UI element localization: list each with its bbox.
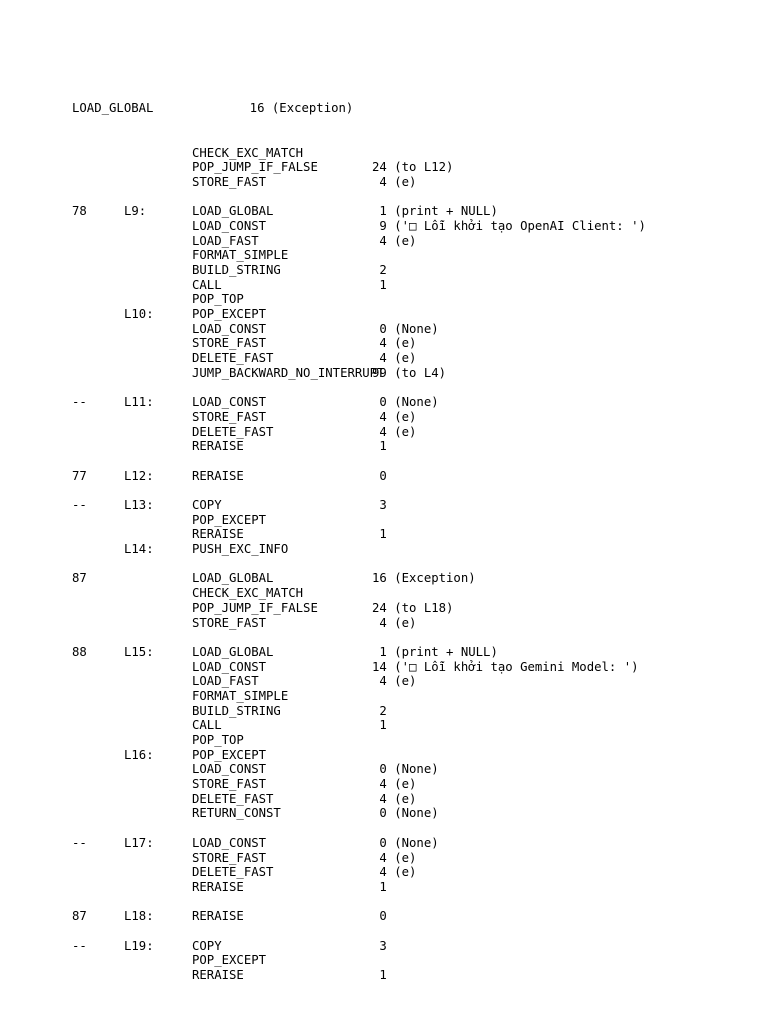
instruction-row bbox=[72, 660, 646, 675]
instruction-row bbox=[72, 469, 646, 484]
opcode: RERAISE bbox=[192, 468, 244, 483]
jump-label: L15: bbox=[124, 644, 154, 659]
instruction-row bbox=[72, 733, 646, 748]
instruction-row bbox=[72, 234, 646, 249]
opcode: FORMAT_SIMPLE bbox=[192, 688, 289, 703]
bytecode-listing bbox=[72, 72, 646, 997]
source-line-number: 87 bbox=[72, 909, 87, 924]
argument: 4 (e) bbox=[372, 777, 417, 792]
argument: 0 (None) bbox=[372, 395, 439, 410]
blank-line bbox=[72, 190, 646, 205]
instruction-row bbox=[72, 542, 646, 557]
opcode: CHECK_EXC_MATCH bbox=[192, 145, 304, 160]
opcode: DELETE_FAST bbox=[192, 791, 274, 806]
source-line-number: -- bbox=[72, 395, 87, 410]
argument: 4 (e) bbox=[372, 351, 417, 366]
source-line-number: 87 bbox=[72, 571, 87, 586]
argument: 4 (e) bbox=[372, 336, 417, 351]
opcode: LOAD_FAST bbox=[192, 674, 259, 689]
instruction-row bbox=[72, 586, 646, 601]
instruction-row bbox=[72, 953, 646, 968]
instruction-row bbox=[72, 292, 646, 307]
instruction-row bbox=[72, 498, 646, 513]
argument: 24 (to L18) bbox=[372, 600, 454, 615]
argument: 0 (None) bbox=[372, 762, 439, 777]
opcode: STORE_FAST bbox=[192, 174, 267, 189]
instruction-row bbox=[72, 263, 646, 278]
argument: 9 ('□ Lỗi khởi tạo OpenAI Client: ') bbox=[372, 218, 646, 233]
instruction-row bbox=[72, 204, 646, 219]
opcode: LOAD_CONST bbox=[192, 762, 267, 777]
instruction-row bbox=[72, 748, 646, 763]
opcode: LOAD_CONST bbox=[192, 835, 267, 850]
argument: 0 (None) bbox=[372, 806, 439, 821]
opcode: FORMAT_SIMPLE bbox=[192, 248, 289, 263]
argument: 16 (Exception) bbox=[372, 571, 476, 586]
opcode: LOAD_CONST bbox=[192, 395, 267, 410]
instruction-row bbox=[72, 968, 646, 983]
argument: 0 (None) bbox=[372, 321, 439, 336]
jump-label: L17: bbox=[124, 835, 154, 850]
opcode: LOAD_GLOBAL bbox=[192, 644, 274, 659]
jump-label: L14: bbox=[124, 542, 154, 557]
argument: 4 (e) bbox=[372, 674, 417, 689]
argument: 4 (e) bbox=[372, 615, 417, 630]
source-line-number: 77 bbox=[72, 468, 87, 483]
argument: 4 (e) bbox=[372, 850, 417, 865]
opcode: RERAISE bbox=[192, 909, 244, 924]
instruction-row bbox=[72, 880, 646, 895]
argument: 4 (e) bbox=[372, 174, 417, 189]
instruction-row bbox=[72, 278, 646, 293]
opcode: LOAD_FAST bbox=[192, 233, 259, 248]
opcode: STORE_FAST bbox=[192, 615, 267, 630]
opcode: JUMP_BACKWARD_NO_INTERRUPT bbox=[192, 365, 385, 380]
opcode: POP_TOP bbox=[192, 292, 244, 307]
instruction-row bbox=[72, 322, 646, 337]
instruction-row bbox=[72, 571, 646, 586]
argument: 4 (e) bbox=[372, 791, 417, 806]
opcode: DELETE_FAST bbox=[192, 865, 274, 880]
opcode: POP_EXCEPT bbox=[192, 747, 267, 762]
argument: 4 (e) bbox=[372, 409, 417, 424]
argument: 2 bbox=[372, 703, 387, 718]
instruction-row bbox=[72, 865, 646, 880]
opcode: DELETE_FAST bbox=[192, 351, 274, 366]
opcode: LOAD_GLOBAL bbox=[192, 204, 274, 219]
argument: 24 (to L12) bbox=[372, 160, 454, 175]
opcode: COPY bbox=[192, 938, 222, 953]
jump-label: L12: bbox=[124, 468, 154, 483]
opcode: STORE_FAST bbox=[192, 777, 267, 792]
opcode: POP_EXCEPT bbox=[192, 953, 267, 968]
instruction-row bbox=[72, 806, 646, 821]
argument: 3 bbox=[372, 938, 387, 953]
instruction-row bbox=[72, 836, 646, 851]
opcode: POP_JUMP_IF_FALSE bbox=[192, 160, 318, 175]
opcode: BUILD_STRING bbox=[192, 703, 281, 718]
opcode: DELETE_FAST bbox=[192, 424, 274, 439]
instruction-rows bbox=[72, 146, 646, 983]
source-line-number: -- bbox=[72, 835, 87, 850]
opcode: POP_EXCEPT bbox=[192, 307, 267, 322]
instruction-row bbox=[72, 160, 646, 175]
jump-label: L10: bbox=[124, 307, 154, 322]
opcode: RERAISE bbox=[192, 968, 244, 982]
argument: 1 (print + NULL) bbox=[372, 644, 498, 659]
argument: 1 bbox=[372, 968, 387, 982]
instruction-row bbox=[72, 645, 646, 660]
source-line-number: 78 bbox=[72, 204, 87, 219]
argument: 4 (e) bbox=[372, 865, 417, 880]
opcode: PUSH_EXC_INFO bbox=[192, 542, 289, 557]
instruction-row bbox=[72, 762, 646, 777]
blank-line bbox=[72, 381, 646, 396]
blank-line bbox=[72, 924, 646, 939]
instruction-row bbox=[72, 513, 646, 528]
jump-label: L13: bbox=[124, 498, 154, 512]
argument: 0 bbox=[372, 909, 387, 924]
instruction-row bbox=[72, 248, 646, 263]
instruction-row bbox=[72, 527, 646, 542]
instruction-row bbox=[72, 616, 646, 631]
blank-line bbox=[72, 630, 646, 645]
blank-line bbox=[72, 483, 646, 498]
instruction-row bbox=[72, 336, 646, 351]
opcode: POP_TOP bbox=[192, 733, 244, 747]
argument: 3 bbox=[372, 498, 387, 512]
blank-line bbox=[72, 557, 646, 572]
opcode: LOAD_GLOBAL bbox=[192, 571, 274, 586]
instruction-row bbox=[72, 146, 646, 161]
instruction-row bbox=[72, 718, 646, 733]
instruction-row bbox=[72, 425, 646, 440]
opcode: STORE_FAST bbox=[192, 336, 267, 351]
argument: 1 bbox=[372, 527, 387, 542]
instruction-row bbox=[72, 777, 646, 792]
instruction-row bbox=[72, 395, 646, 410]
argument: 1 bbox=[372, 439, 387, 454]
source-line-number: -- bbox=[72, 498, 87, 512]
opcode: RETURN_CONST bbox=[192, 806, 281, 821]
jump-label: L9: bbox=[124, 204, 147, 219]
argument: 4 (e) bbox=[372, 233, 417, 248]
instruction-row bbox=[72, 704, 646, 719]
instruction-row bbox=[72, 601, 646, 616]
jump-label: L16: bbox=[124, 747, 154, 762]
instruction-row bbox=[72, 851, 646, 866]
opcode: STORE_FAST bbox=[192, 850, 267, 865]
instruction-row bbox=[72, 939, 646, 954]
jump-label: L11: bbox=[124, 395, 154, 410]
opcode: LOAD_CONST bbox=[192, 659, 267, 674]
instruction-row bbox=[72, 439, 646, 454]
jump-label: L18: bbox=[124, 909, 154, 924]
blank-line bbox=[72, 895, 646, 910]
jump-label: L19: bbox=[124, 938, 154, 953]
opcode: BUILD_STRING bbox=[192, 263, 281, 277]
instruction-row bbox=[72, 410, 646, 425]
argument: 1 bbox=[372, 277, 387, 292]
instruction-row bbox=[72, 219, 646, 234]
opcode: LOAD_CONST bbox=[192, 218, 267, 233]
opcode: POP_JUMP_IF_FALSE bbox=[192, 600, 318, 615]
blank-line bbox=[72, 454, 646, 469]
argument: 1 (print + NULL) bbox=[372, 204, 498, 219]
header-line: LOAD_GLOBAL 16 (Exception) bbox=[72, 101, 354, 116]
opcode: POP_EXCEPT bbox=[192, 512, 267, 527]
argument: 0 bbox=[372, 468, 387, 483]
argument: 1 bbox=[372, 879, 387, 894]
opcode: RERAISE bbox=[192, 439, 244, 454]
argument: 14 ('□ Lỗi khởi tạo Gemini Model: ') bbox=[372, 659, 639, 674]
instruction-row bbox=[72, 909, 646, 924]
opcode: COPY bbox=[192, 498, 222, 512]
instruction-row bbox=[72, 674, 646, 689]
opcode: STORE_FAST bbox=[192, 409, 267, 424]
argument: 4 (e) bbox=[372, 424, 417, 439]
argument: 2 bbox=[372, 263, 387, 277]
source-line-number: -- bbox=[72, 938, 87, 953]
blank-line bbox=[72, 821, 646, 836]
source-line-number: 88 bbox=[72, 644, 87, 659]
instruction-row bbox=[72, 175, 646, 190]
opcode: LOAD_CONST bbox=[192, 321, 267, 336]
instruction-row bbox=[72, 792, 646, 807]
opcode: CALL bbox=[192, 277, 222, 292]
opcode: CALL bbox=[192, 718, 222, 733]
opcode: RERAISE bbox=[192, 527, 244, 542]
opcode: CHECK_EXC_MATCH bbox=[192, 586, 304, 601]
opcode: RERAISE bbox=[192, 879, 244, 894]
instruction-row bbox=[72, 366, 646, 381]
instruction-row bbox=[72, 307, 646, 322]
argument: 1 bbox=[372, 718, 387, 733]
instruction-row bbox=[72, 351, 646, 366]
argument: 0 (None) bbox=[372, 835, 439, 850]
argument: 99 (to L4) bbox=[372, 365, 447, 380]
instruction-row bbox=[72, 689, 646, 704]
